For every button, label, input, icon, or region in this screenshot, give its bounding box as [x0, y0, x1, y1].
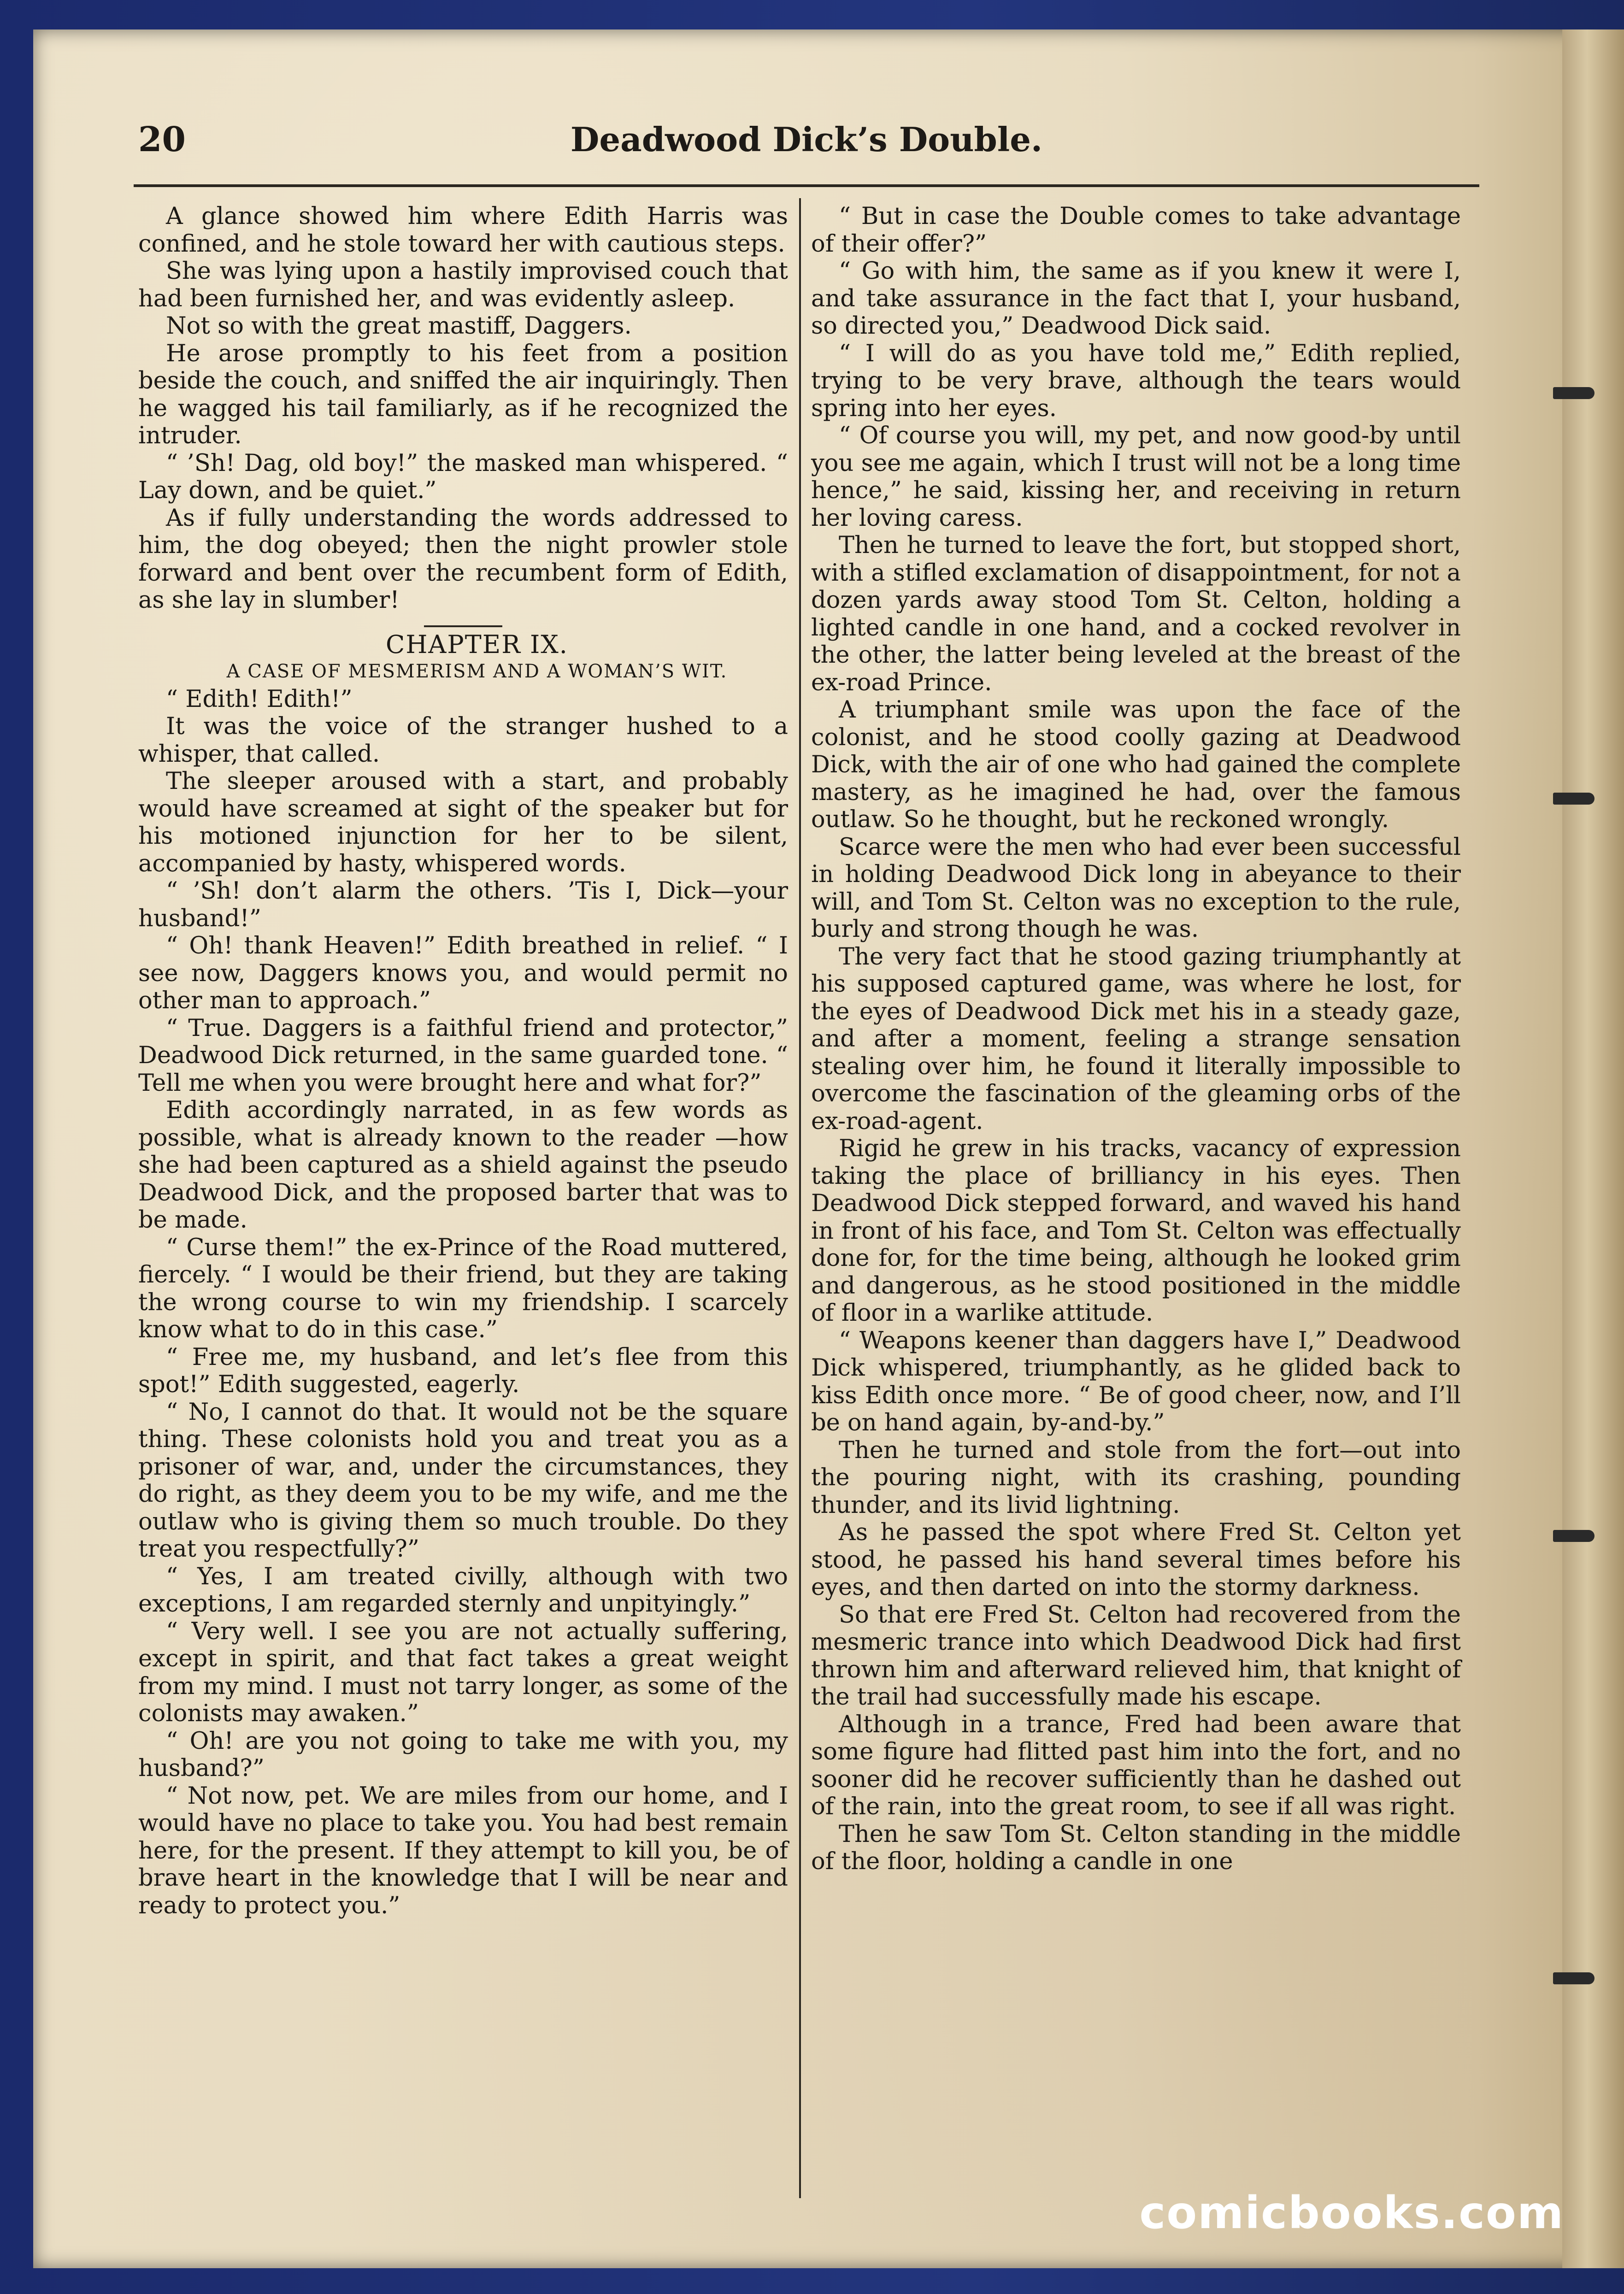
page-header	[138, 120, 1475, 175]
paragraph: It was the voice of the stranger hushed to a whisper, that called.	[138, 713, 788, 768]
page-binding	[1562, 29, 1624, 2268]
paragraph: Scarce were the men who had ever been successful in holding Deadwood Dick long in abeyance to their will, and Tom St. Celton was no exception to the rule, burly and strong though he was.	[811, 833, 1461, 943]
paragraph: “ Yes, I am treated civilly, although with two exceptions, I am regarded sternly and unpityingly.”	[138, 1563, 788, 1618]
paragraph: Although in a trance, Fred had been aware that some figure had flitted past him into the fort, and no sooner did he recover sufficiently than he dashed out of the rain, into the great room, to see if all was right.	[811, 1711, 1461, 1820]
paragraph: “ Very well. I see you are not actually suffering, except in spirit, and that fact takes a great weight from my mind. I must not tarry longer, as some of the colonists may awaken.”	[138, 1618, 788, 1727]
paragraph: She was lying upon a hastily improvised couch that had been furnished her, and was evidently asleep.	[138, 258, 788, 312]
header-rule	[134, 184, 1479, 187]
staple-4	[1553, 1972, 1595, 1984]
paragraph: The very fact that he stood gazing triumphantly at his supposed captured game, was where he lost, for the eyes of Deadwood Dick met his in a steady gaze, and after a moment, feeling a strange sensation stealing over him, he found it literally impossible to overcome the fascination of the gleaming orbs of the ex-road-agent.	[811, 943, 1461, 1135]
paragraph: He arose promptly to his feet from a position beside the couch, and sniffed the air inquiringly. Then he wagged his tail familiarly, as if he recognized the intruder.	[138, 340, 788, 449]
paragraph: Rigid he grew in his tracks, vacancy of expression taking the place of brilliancy in his eyes. Then Deadwood Dick stepped forward, and waved his hand in front of his face, and Tom St. Celton was effectually done for, for the time being, although he looked grim and dangerous, as he stood positioned in the middle of floor in a warlike attitude.	[811, 1135, 1461, 1327]
staple-1	[1553, 387, 1595, 399]
running-title: Deadwood Dick’s Double.	[570, 120, 1043, 159]
paragraph: “ True. Daggers is a faithful friend and protector,” Deadwood Dick returned, in the same guarded tone. “ Tell me when you were brought here and what for?”	[138, 1014, 788, 1097]
paragraph: “ ’Sh! don’t alarm the others. ’Tis I, Dick—your husband!”	[138, 877, 788, 932]
paragraph: “ Not now, pet. We are miles from our home, and I would have no place to take you. You had best remain here, for the present. If they attempt to kill you, be of brave heart in the knowledge that I will be near and ready to protect you.”	[138, 1782, 788, 1919]
chapter-subtitle: A CASE OF MESMERISM AND A WOMAN’S WIT.	[226, 661, 728, 682]
paragraph: “ Weapons keener than daggers have I,” Deadwood Dick whispered, triumphantly, as he glided back to kiss Edith once more. “ Be of good cheer, now, and I’ll be on hand again, by-and-by.”	[811, 1327, 1461, 1436]
paragraph: So that ere Fred St. Celton had recovered from the mesmeric trance into which Deadwood Dick had first thrown him and afterward relieved him, that knight of the trail had successfully made his escape.	[811, 1601, 1461, 1711]
right-column	[811, 203, 1461, 1876]
paragraph: The sleeper aroused with a start, and probably would have screamed at sight of the speaker but for his motioned injunction for her to be silent, accompanied by hasty, whispered words.	[138, 768, 788, 877]
staple-2	[1553, 793, 1595, 805]
paragraph: A glance showed him where Edith Harris was confined, and he stole toward her with cautious steps.	[138, 203, 788, 258]
watermark: comicbooks.com	[1139, 2187, 1564, 2239]
paragraph: Then he turned to leave the fort, but stopped short, with a stifled exclamation of disappointment, for not a dozen yards away stood Tom St. Celton, holding a lighted candle in one hand, and a cocked revolver in the other, the latter being leveled at the breast of the ex-road Prince.	[811, 532, 1461, 696]
chapter-rule	[424, 625, 502, 627]
paragraph: Edith accordingly narrated, in as few words as possible, what is already known to the reader —how she had been captured as a shield against the pseudo Deadwood Dick, and the proposed barter that was to be made.	[138, 1097, 788, 1234]
paragraph: “ Oh! are you not going to take me with you, my husband?”	[138, 1727, 788, 1782]
paragraph: “ Of course you will, my pet, and now good-by until you see me again, which I trust will not be a long time hence,” he said, kissing her, and receiving in return her loving caress.	[811, 422, 1461, 532]
paragraph: As he passed the spot where Fred St. Celton yet stood, he passed his hand several times before his eyes, and then darted on into the stormy darkness.	[811, 1519, 1461, 1601]
paragraph: “ Edith! Edith!”	[166, 685, 353, 713]
staple-3	[1553, 1530, 1595, 1542]
paragraph: “ I will do as you have told me,” Edith replied, trying to be very brave, although the tears would spring into her eyes.	[811, 340, 1461, 422]
paragraph: “ No, I cannot do that. It would not be the square thing. These colonists hold you and treat you as a prisoner of war, and, under the circumstances, they do right, as they deem you to be my wife, and me the outlaw who is giving them so much trouble. Do they treat you respectfully?”	[138, 1398, 788, 1563]
paragraph: “ Oh! thank Heaven!” Edith breathed in relief. “ I see now, Daggers knows you, and would permit no other man to approach.”	[138, 932, 788, 1014]
paragraph: “ ’Sh! Dag, old boy!” the masked man whispered. “ Lay down, and be quiet.”	[138, 449, 788, 504]
paragraph: “ Free me, my husband, and let’s flee from this spot!” Edith suggested, eagerly.	[138, 1343, 788, 1398]
paragraph: Then he saw Tom St. Celton standing in the middle of the floor, holding a candle in one	[811, 1820, 1461, 1875]
left-column	[138, 203, 788, 1919]
paragraph: “ Go with him, the same as if you knew it were I, and take assurance in the fact that I, your husband, so directed you,” Deadwood Dick said.	[811, 258, 1461, 340]
paragraph: Then he turned and stole from the fort—out into the pouring night, with its crashing, pounding thunder, and its livid lightning.	[811, 1436, 1461, 1519]
column-divider	[799, 198, 801, 2198]
paragraph: “ Curse them!” the ex-Prince of the Road muttered, fiercely. “ I would be their friend, but they are taking the wrong course to win my friendship. I scarcely know what to do in this case.”	[138, 1234, 788, 1343]
paragraph: “ But in case the Double comes to take advantage of their offer?”	[811, 203, 1461, 258]
paragraph: A triumphant smile was upon the face of the colonist, and he stood coolly gazing at Deadwood Dick, with the air of one who had gained the complete mastery, as he imagined he had, over the famous outlaw. So he thought, but he reckoned wrongly.	[811, 696, 1461, 833]
paragraph: Not so with the great mastiff, Daggers.	[166, 312, 632, 340]
paragraph: As if fully understanding the words addressed to him, the dog obeyed; then the night prowler stole forward and bent over the recumbent form of Edith, as she lay in slumber!	[138, 504, 788, 614]
page-number: 20	[138, 120, 186, 159]
chapter-title: CHAPTER IX.	[386, 629, 568, 659]
